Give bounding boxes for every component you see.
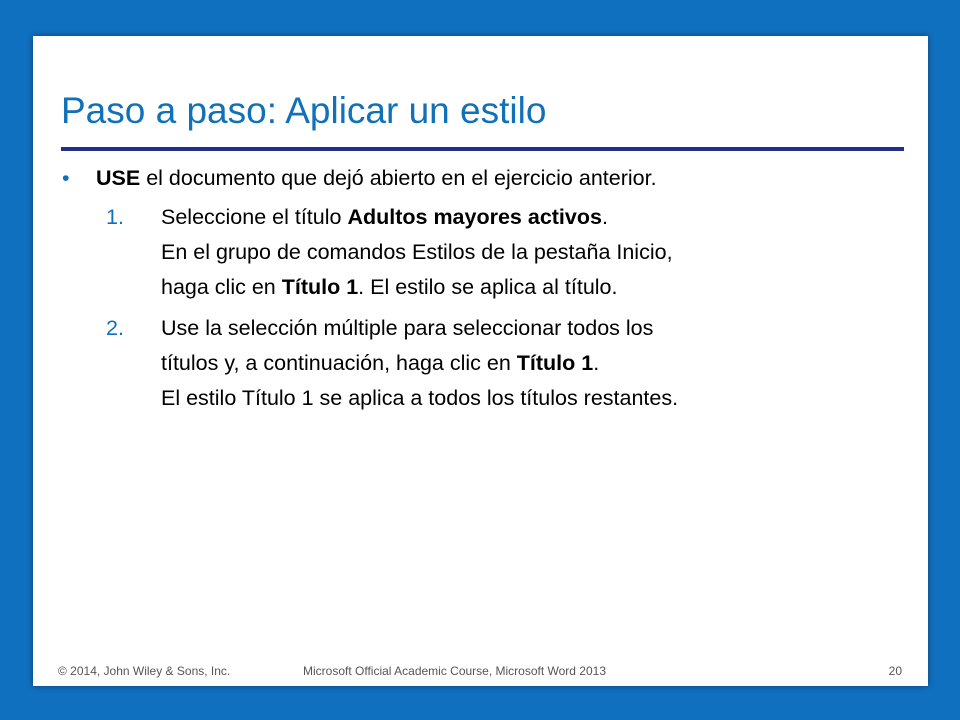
slide-content — [58, 161, 908, 422]
step-text: títulos y, a continuación, haga clic en — [161, 351, 517, 375]
step-text: . — [593, 351, 600, 375]
step-number: 1. — [106, 205, 124, 229]
step-bold-text: Adultos mayores activos — [347, 205, 602, 229]
step-line — [161, 346, 908, 381]
footer-copyright: © 2014, John Wiley & Sons, Inc. — [58, 664, 231, 678]
step-bold-text: Título 1 — [516, 351, 594, 375]
bullet-item — [58, 161, 908, 196]
title-underline — [61, 147, 904, 151]
footer-page-number: 20 — [888, 664, 902, 678]
step-line — [161, 270, 908, 305]
step-text: . — [601, 205, 608, 229]
slide — [33, 36, 928, 686]
step-number: 2. — [106, 316, 124, 340]
step-item-2 — [58, 311, 908, 416]
slide-title: Paso a paso: Aplicar un estilo — [61, 90, 547, 131]
step-line: Use la selección múltiple para seleccionar todos los — [161, 316, 654, 340]
step-list — [58, 200, 908, 416]
step-line: El estilo Título 1 se aplica a todos los títulos restantes. — [161, 386, 679, 410]
bullet-text: el documento que dejó abierto en el ejercicio anterior. — [140, 166, 657, 190]
step-line: En el grupo de comandos Estilos de la pestaña Inicio, — [161, 240, 673, 264]
step-line — [161, 200, 908, 235]
footer-course: Microsoft Official Academic Course, Microsoft Word 2013 — [303, 664, 606, 678]
step-text: Seleccione el título — [161, 205, 348, 229]
bullet-bold-text: USE — [96, 166, 141, 190]
step-item-1 — [58, 200, 908, 305]
bullet-marker: • — [62, 166, 70, 190]
step-text: . El estilo se aplica al título. — [358, 275, 618, 299]
step-bold-text: Título 1 — [281, 275, 359, 299]
step-text: haga clic en — [161, 275, 282, 299]
